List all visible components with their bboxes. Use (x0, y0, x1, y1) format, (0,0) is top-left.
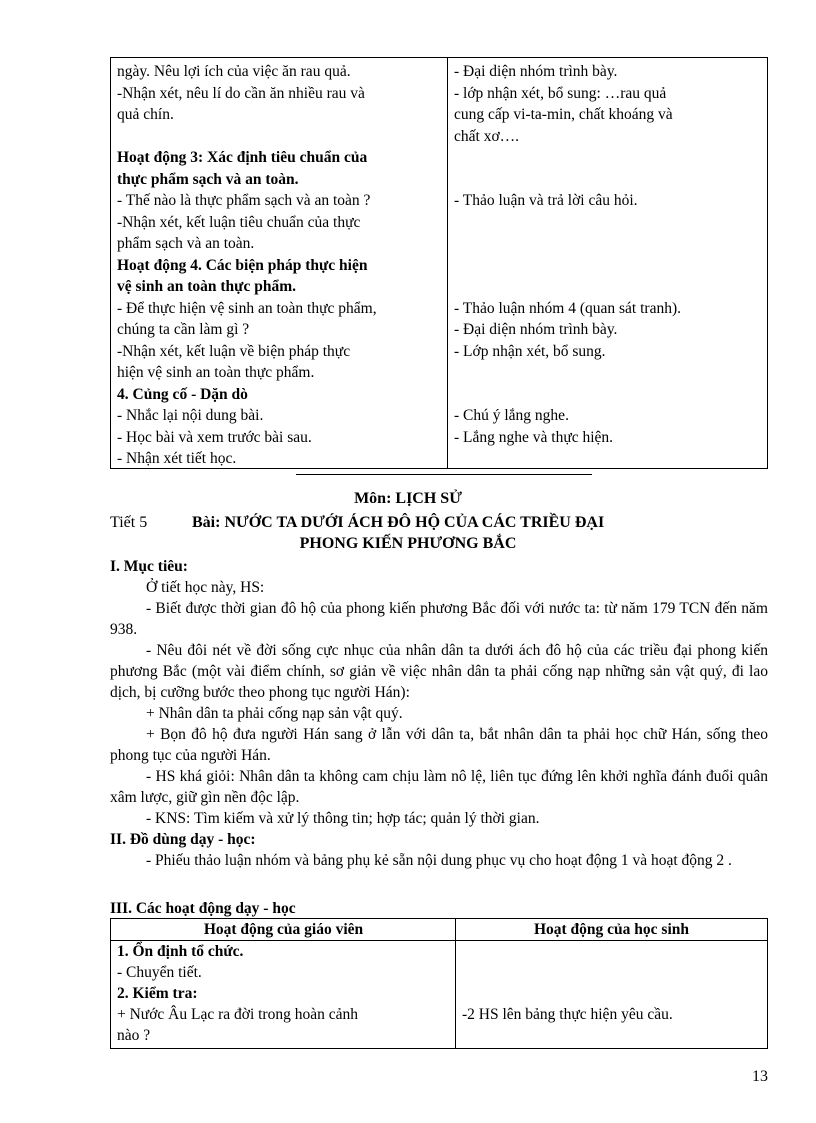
section-separator (296, 474, 592, 475)
student-column (448, 58, 767, 468)
table-line (454, 169, 761, 191)
table-line: 1. Ổn định tổ chức. (117, 943, 244, 960)
table-line: + Nước Âu Lạc ra đời trong hoàn cảnh (117, 1006, 358, 1023)
table-line: -Nhận xét, kết luận về biện pháp thực (117, 342, 351, 360)
table-line: - Thảo luận và trả lời câu hỏi. (454, 192, 638, 209)
table-line (462, 1025, 761, 1046)
table-line: -2 HS lên bảng thực hiện yêu cầu. (462, 1006, 673, 1023)
table-line: thực phẩm sạch và an toàn. (117, 170, 299, 188)
table-line: - Học bài và xem trước bài sau. (117, 428, 312, 446)
table-line (117, 126, 442, 148)
table-line: - Đại diện nhóm trình bày. (454, 63, 618, 80)
table-line: - Thảo luận nhóm 4 (quan sát tranh). (454, 299, 681, 317)
objective-paragraph: Ở tiết học này, HS: (146, 579, 265, 596)
table-line: - Đại diện nhóm trình bày. (454, 321, 618, 338)
objective-paragraph: + Bọn đô hộ đưa người Hán sang ở lẫn với dân ta, bắt nhân dân ta phải học chữ Hán, sống theo phong tục của người Hán. (110, 726, 768, 764)
objective-paragraph: - HS khá giỏi: Nhân dân ta không cam chịu làm nô lệ, liên tục đứng lên khởi nghĩa đánh đuổi quân xâm lược, giữ gìn nền độc lập. (110, 768, 768, 806)
teacher-column (111, 941, 456, 1048)
subject-title: Môn: LỊCH SỬ (354, 490, 462, 507)
table-line (454, 448, 761, 470)
teacher-column-header: Hoạt động của giáo viên (203, 921, 364, 938)
table-line (462, 983, 761, 1004)
objectives-section (110, 556, 768, 829)
table-line: cung cấp vi-ta-min, chất khoáng và (454, 106, 673, 123)
objective-paragraph: + Nhân dân ta phải cống nạp sản vật quý. (146, 705, 403, 722)
table-line: - Nhận xét tiết học. (117, 450, 237, 467)
table-line: - Nhắc lại nội dung bài. (117, 407, 264, 424)
table-line: - Lắng nghe và thực hiện. (454, 428, 614, 446)
equipment-heading: II. Đồ dùng dạy - học: (110, 831, 256, 848)
table-line: hiện vệ sinh an toàn thực phẩm. (117, 364, 315, 381)
table-line: chất xơ…. (454, 127, 520, 145)
equipment-section (110, 829, 768, 871)
student-column-header: Hoạt động của học sinh (533, 921, 690, 938)
activities-heading: III. Các hoạt động dạy - học (110, 900, 296, 917)
page-number: 13 (752, 1068, 768, 1085)
table-line (454, 233, 761, 255)
table-line (454, 255, 761, 277)
table-line: - Thế nào là thực phẩm sạch và an toàn ? (117, 192, 371, 209)
lesson-title-line2: PHONG KIẾN PHƯƠNG BẮC (299, 535, 517, 552)
table-line: - Để thực hiện vệ sinh an toàn thực phẩm, (117, 299, 377, 317)
table-line (454, 276, 761, 298)
table-line (454, 384, 761, 406)
table-line: 4. Củng cố - Dặn dò (117, 385, 248, 403)
lesson-title: Bài: NƯỚC TA DƯỚI ÁCH ĐÔ HỘ CỦA CÁC TRIỀU ĐẠI (192, 514, 605, 531)
table-line: chúng ta cần làm gì ? (117, 321, 250, 338)
table-line: - Lớp nhận xét, bổ sung. (454, 342, 606, 360)
table-line: nào ? (117, 1027, 151, 1044)
activities-table-continued (110, 57, 768, 469)
table-line: ngày. Nêu lợi ích của việc ăn rau quả. (117, 63, 351, 80)
table-line: Hoạt động 4. Các biện pháp thực hiện (117, 256, 368, 274)
table-line: phẩm sạch và an toàn. (117, 235, 255, 252)
table-line (462, 941, 761, 962)
objectives-heading: I. Mục tiêu: (110, 558, 188, 575)
table-line (454, 212, 761, 234)
table-line: Hoạt động 3: Xác định tiêu chuẩn của (117, 149, 368, 166)
equipment-text: - Phiếu thảo luận nhóm và bảng phụ kẻ sẵn nội dung phục vụ cho hoạt động 1 và hoạt động 2 . (146, 852, 732, 869)
table-line: -Nhận xét, kết luận tiêu chuẩn của thực (117, 213, 361, 231)
objective-paragraph: - KNS: Tìm kiếm và xử lý thông tin; hợp tác; quản lý thời gian. (146, 810, 540, 827)
table-line (454, 147, 761, 169)
objective-paragraph: - Nêu đôi nét về đời sống cực nhục của nhân dân ta dưới ách đô hộ của các triều đại phong kiến phương Bắc (một vài điểm chính, sơ giản về việc nhân dân ta phải cống nạp những sản vật quý, đi lao dịch, bị cưỡng bước theo phong tục người Hán): (110, 642, 768, 701)
table-line: - Chú ý lắng nghe. (454, 407, 569, 424)
objective-paragraph: - Biết được thời gian đô hộ của phong kiến phương Bắc đối với nước ta: từ năm 179 TCN đến năm 938. (110, 600, 768, 638)
table-line: quả chín. (117, 106, 174, 123)
lesson-header (110, 512, 605, 533)
table-line: 2. Kiểm tra: (117, 985, 198, 1002)
teacher-column (111, 58, 448, 468)
table-line: -Nhận xét, nêu lí do cần ăn nhiều rau và (117, 84, 365, 102)
lesson-period: Tiết 5 (110, 514, 148, 531)
student-column (456, 941, 767, 1048)
activities-table (110, 918, 768, 1049)
table-line: vệ sinh an toàn thực phẩm. (117, 278, 296, 295)
table-line (462, 962, 761, 983)
table-line: - Chuyển tiết. (117, 964, 202, 981)
table-line (454, 362, 761, 384)
table-line: - lớp nhận xét, bổ sung: …rau quả (454, 84, 667, 102)
